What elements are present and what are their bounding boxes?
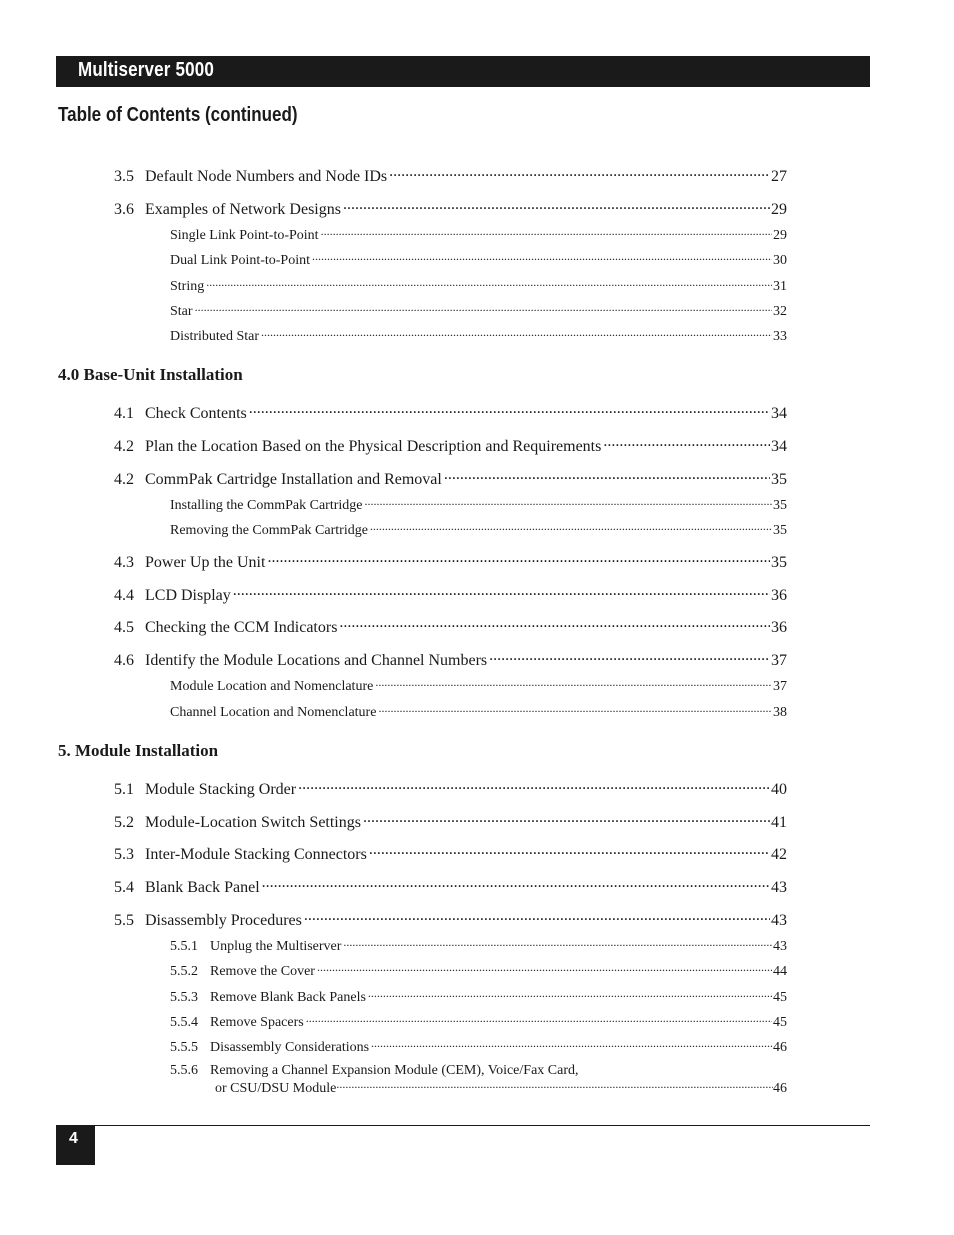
entry-title-continued: or CSU/DSU Module — [215, 1081, 337, 1096]
entry-page: 34 — [771, 405, 787, 422]
dot-leader — [343, 936, 772, 950]
dot-leader — [368, 987, 772, 1001]
entry-number: 5.5.3 — [170, 990, 198, 1005]
dot-leader — [369, 843, 770, 859]
toc-entry[interactable] — [114, 402, 787, 423]
toc-entry[interactable] — [114, 468, 787, 489]
entry-title: Dual Link Point-to-Point — [170, 253, 310, 268]
entry-title: Checking the CCM Indicators — [145, 619, 338, 636]
section-heading: 4.0 Base-Unit Installation — [58, 365, 243, 384]
entry-number: 5.5.4 — [170, 1015, 198, 1030]
dot-leader — [389, 165, 770, 181]
dot-leader — [195, 301, 772, 315]
dot-leader — [339, 616, 770, 632]
dot-leader — [370, 520, 772, 534]
entry-page: 43 — [773, 939, 787, 954]
toc-subentry[interactable] — [170, 276, 787, 295]
section-heading: 5. Module Installation — [58, 741, 219, 760]
toc-subentry[interactable] — [170, 250, 787, 269]
toc-subentry-wrapped[interactable] — [170, 1063, 787, 1097]
dot-leader — [262, 876, 770, 892]
entry-title: Examples of Network Designs — [145, 201, 341, 218]
toc-subentry[interactable] — [170, 961, 787, 980]
entry-page: 36 — [771, 619, 787, 636]
toc-subentry[interactable] — [170, 301, 787, 320]
toc-entry[interactable] — [114, 811, 787, 832]
dot-leader — [336, 1078, 773, 1092]
entry-page: 35 — [771, 471, 787, 488]
dot-leader — [343, 198, 770, 214]
entry-number: 3.5 — [114, 168, 134, 185]
dot-leader — [249, 402, 770, 418]
toc-subentry[interactable] — [170, 1012, 787, 1031]
entry-title: Installing the CommPak Cartridge — [170, 498, 363, 513]
entry-title: Removing the CommPak Cartridge — [170, 523, 368, 538]
entry-page: 35 — [771, 554, 787, 571]
entry-number: 5.5 — [114, 912, 134, 929]
entry-page: 36 — [771, 587, 787, 604]
toc-subentry[interactable] — [170, 987, 787, 1006]
entry-number: 5.4 — [114, 879, 134, 896]
dot-leader — [306, 1012, 772, 1026]
toc-subentry[interactable] — [170, 520, 787, 539]
entry-title: Module Location and Nomenclature — [170, 679, 374, 694]
dot-leader — [363, 811, 770, 827]
entry-page: 29 — [773, 228, 787, 243]
entry-page: 33 — [773, 329, 787, 344]
entry-page: 42 — [771, 846, 787, 863]
dot-leader — [298, 778, 770, 794]
entry-number: 4.2 — [114, 471, 134, 488]
entry-number: 5.5.6 — [170, 1063, 198, 1078]
entry-title: Distributed Star — [170, 329, 260, 344]
entry-page: 46 — [773, 1040, 787, 1055]
entry-page: 31 — [773, 279, 787, 294]
entry-page: 32 — [773, 304, 787, 319]
entry-title: Unplug the Multiserver — [210, 939, 342, 954]
entry-line-1 — [170, 1063, 787, 1079]
entry-title: Module Stacking Order — [145, 781, 297, 798]
entry-page: 34 — [771, 438, 787, 455]
dot-leader — [444, 468, 770, 484]
entry-page: 37 — [771, 652, 787, 669]
dot-leader — [378, 702, 772, 716]
entry-title: Removing a Channel Expansion Module (CEM), Voice/Fax Card, — [210, 1063, 579, 1078]
running-header — [56, 56, 870, 87]
entry-page: 43 — [771, 912, 787, 929]
toc-entry[interactable] — [114, 876, 787, 897]
entry-title: Check Contents — [145, 405, 247, 422]
entry-number: 4.2 — [114, 438, 134, 455]
page-number-box — [56, 1125, 95, 1165]
dot-leader — [371, 1037, 772, 1051]
entry-title: Single Link Point-to-Point — [170, 228, 319, 243]
dot-leader — [267, 551, 770, 567]
entry-title: Plan the Location Based on the Physical Description and Requirements — [145, 438, 602, 455]
entry-page: 45 — [773, 1015, 787, 1030]
entry-number: 4.6 — [114, 652, 134, 669]
entry-title: Disassembly Considerations — [210, 1040, 370, 1055]
footer-rule — [56, 1125, 870, 1126]
entry-page: 38 — [773, 705, 787, 720]
entry-title: Channel Location and Nomenclature — [170, 705, 377, 720]
entry-title: Module-Location Switch Settings — [145, 814, 361, 831]
toc-subentry[interactable] — [170, 326, 787, 345]
entry-page: 44 — [773, 964, 787, 979]
dot-leader — [321, 225, 772, 239]
dot-leader — [364, 495, 772, 509]
toc-entry[interactable] — [114, 778, 787, 799]
entry-title: Remove Spacers — [210, 1015, 304, 1030]
entry-title: Power Up the Unit — [145, 554, 266, 571]
entry-number: 4.1 — [114, 405, 134, 422]
entry-title: Blank Back Panel — [145, 879, 260, 896]
entry-number: 5.1 — [114, 781, 134, 798]
entry-number: 5.2 — [114, 814, 134, 831]
toc-entry[interactable] — [114, 649, 787, 670]
entry-title: Remove the Cover — [210, 964, 315, 979]
entry-page: 35 — [773, 523, 787, 538]
toc-entry[interactable] — [114, 584, 787, 605]
toc-subentry[interactable] — [170, 676, 787, 695]
dot-leader — [312, 250, 772, 264]
header-title: Multiserver 5000 — [78, 59, 214, 81]
entry-number: 4.3 — [114, 554, 134, 571]
entry-title: CommPak Cartridge Installation and Removal — [145, 471, 442, 488]
entry-title: String — [170, 279, 205, 294]
entry-number: 5.3 — [114, 846, 134, 863]
entry-title: Disassembly Procedures — [145, 912, 302, 929]
entry-line-2 — [170, 1078, 787, 1097]
toc-entry[interactable] — [114, 616, 787, 637]
entry-title: Star — [170, 304, 193, 319]
entry-number: 5.5.1 — [170, 939, 198, 954]
toc-subentry[interactable] — [170, 702, 787, 721]
toc-entry[interactable] — [114, 843, 787, 864]
entry-title: Inter-Module Stacking Connectors — [145, 846, 367, 863]
dot-leader — [375, 676, 772, 690]
entry-page: 40 — [771, 781, 787, 798]
dot-leader — [233, 584, 770, 600]
entry-number: 5.5.2 — [170, 964, 198, 979]
entry-page: 45 — [773, 990, 787, 1005]
toc-entry[interactable] — [114, 165, 787, 186]
dot-leader — [206, 276, 772, 290]
toc-entry[interactable] — [114, 909, 787, 930]
entry-page: 41 — [771, 814, 787, 831]
entry-page: 46 — [773, 1081, 787, 1096]
toc-subentry[interactable] — [170, 1037, 787, 1056]
entry-page: 35 — [773, 498, 787, 513]
dot-leader — [489, 649, 770, 665]
toc-entry[interactable] — [114, 551, 787, 572]
dot-leader — [261, 326, 772, 340]
entry-title: Identify the Module Locations and Channel Numbers — [145, 652, 488, 669]
entry-title: Remove Blank Back Panels — [210, 990, 366, 1005]
toc-heading: Table of Contents (continued) — [58, 104, 298, 126]
entry-page: 43 — [771, 879, 787, 896]
toc-subentry[interactable] — [170, 225, 787, 244]
entry-number: 3.6 — [114, 201, 134, 218]
entry-page: 30 — [773, 253, 787, 268]
toc-subentry[interactable] — [170, 936, 787, 955]
entry-page: 37 — [773, 679, 787, 694]
entry-title: LCD Display — [145, 587, 231, 604]
entry-title: Default Node Numbers and Node IDs — [145, 168, 388, 185]
dot-leader — [603, 435, 770, 451]
entry-page: 29 — [771, 201, 787, 218]
dot-leader — [304, 909, 770, 925]
dot-leader — [317, 961, 772, 975]
toc-subentry[interactable] — [170, 495, 787, 514]
entry-number: 4.5 — [114, 619, 134, 636]
entry-number: 4.4 — [114, 587, 134, 604]
toc-entry[interactable] — [114, 435, 787, 456]
entry-page: 27 — [771, 168, 787, 185]
page-number: 4 — [69, 1130, 78, 1147]
toc-entry[interactable] — [114, 198, 787, 219]
entry-number: 5.5.5 — [170, 1040, 198, 1055]
